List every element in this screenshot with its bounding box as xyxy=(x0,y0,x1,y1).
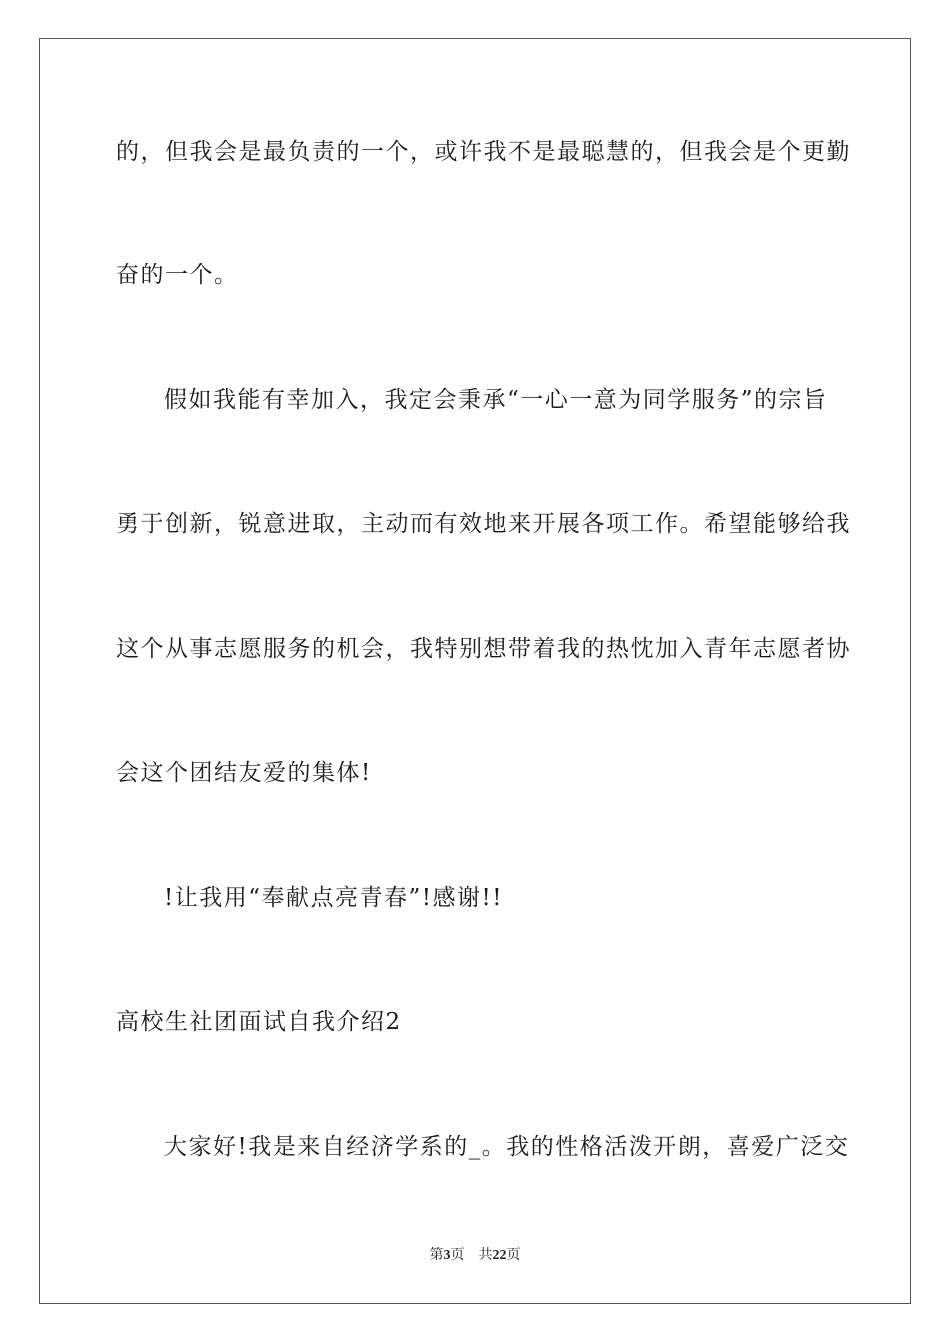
section-heading: 高校生社团面试自我介绍2 xyxy=(116,1009,402,1035)
total-pages: 22 xyxy=(492,1248,507,1263)
page-footer xyxy=(0,1246,950,1266)
total-suffix: 页 xyxy=(506,1248,521,1263)
page-number: 3 xyxy=(443,1248,451,1263)
body-text-line: 勇于创新，锐意进取，主动而有效地来开展各项工作。希望能够给我 xyxy=(116,511,851,537)
body-text-line: 奋的一个。 xyxy=(116,262,239,288)
body-text-line: 这个从事志愿服务的机会，我特别想带着我的热忱加入青年志愿者协 xyxy=(116,636,851,662)
page-suffix: 页 xyxy=(450,1248,465,1263)
paragraph-text-line: 大家好!我是来自经济学系的_。我的性格活泼开朗，喜爱广泛交 xyxy=(164,1134,850,1160)
paragraph-text-line: !让我用“奉献点亮青春”!感谢!! xyxy=(164,885,503,911)
page-frame xyxy=(39,38,911,1304)
body-text-line: 的，但我会是最负责的一个，或许我不是最聪慧的，但我会是个更勤 xyxy=(116,139,851,165)
body-text-line: 会这个团结友爱的集体! xyxy=(116,760,372,786)
page-prefix: 第 xyxy=(429,1248,444,1263)
paragraph-text-line: 假如我能有幸加入，我定会秉承“一心一意为同学服务”的宗旨 xyxy=(164,387,828,413)
total-prefix: 共 xyxy=(478,1248,493,1263)
